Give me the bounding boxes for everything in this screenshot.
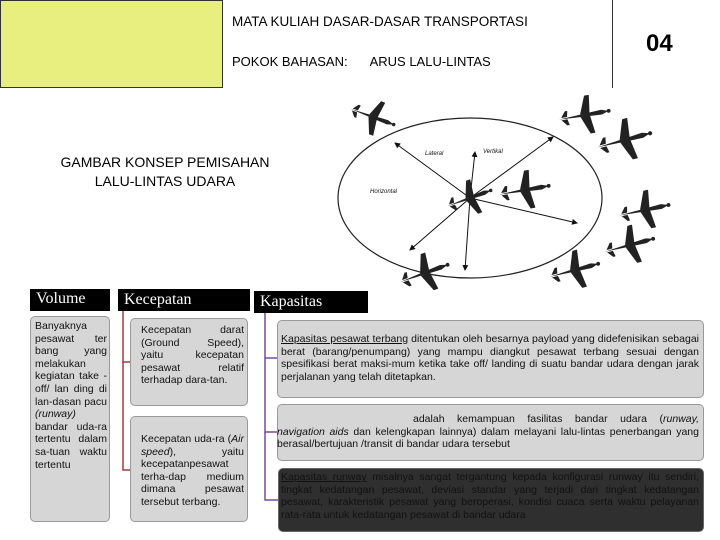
figure-title-line1: GAMBAR KONSEP PEMISAHAN [60, 154, 270, 170]
volume-text: Banyaknya pesawat ter bang yang melakukan kegiatan take -off/ lan ding di lan-dasan pacu (runway) bandar uda-ra tertentu dalam sa-tuan waktu tertentu [35, 320, 107, 471]
slide-number: 04 [646, 30, 673, 57]
horizontal-label: Horizontal [370, 189, 398, 195]
airspace-separation-diagram [285, 95, 705, 290]
topic-label: POKOK BAHASAN: [232, 54, 348, 69]
vertical-label: Vertikal [483, 149, 503, 155]
header-divider [612, 0, 613, 88]
ground-speed-text: Kecepatan darat (Ground Speed), yaitu kecepatan pesawat relatif terhadap dara-tan. [141, 324, 244, 387]
runway-capacity-text: Kapasitas runway misalnya sangat tergantung kepada konfigurasi runway itu sendiri, tingkat kedatangan pesawat, deviasi standar yang terjadi dari tingkat kedatangan pesawat, karakteristik pesawat yang beroperasi, kondisi cuaca serta waktu pelayanan rata-rata untuk kedatangan pesawat di bandar udara [281, 471, 700, 521]
air-speed-text: Kecepatan uda-ra (Air speed), yaitu kecepatanpesawat terha-dap medium dimana pesawat tersebut terbang. [141, 433, 244, 508]
capacity-heading: Kapasitas [254, 291, 368, 313]
airport-capacity-text: adalah kemampuan fasilitas bandar udara (runway, navigation aids dan kelengkapan lainnya) dalam melayani lalu-lintas penerbangan yang berasal/bertujuan /transit di bandar udara tersebut [277, 413, 699, 451]
course-title: MATA KULIAH DASAR-DASAR TRANSPORTASI [232, 14, 528, 29]
volume-heading: Volume [30, 289, 110, 311]
topic-value: ARUS LALU-LINTAS [369, 54, 491, 69]
topic-line [232, 54, 491, 69]
speed-heading: Kecepatan [118, 289, 250, 311]
aircraft-capacity-text: Kapasitas pesawat terbang ditentukan oleh besarnya payload yang didefenisikan sebagai berat (barang/penumpang) yang mampu diangkut pesawat terbang sesuai dengan spesifikasi berat maksi-mum ketika take off/ landing di suatu bandar udara dengan jarak perjalanan yang telah ditetapkan. [281, 333, 699, 383]
figure-title [20, 153, 310, 191]
lateral-label: Lateral [425, 151, 444, 157]
figure-title-line2: LALU-LINTAS UDARA [94, 173, 236, 189]
